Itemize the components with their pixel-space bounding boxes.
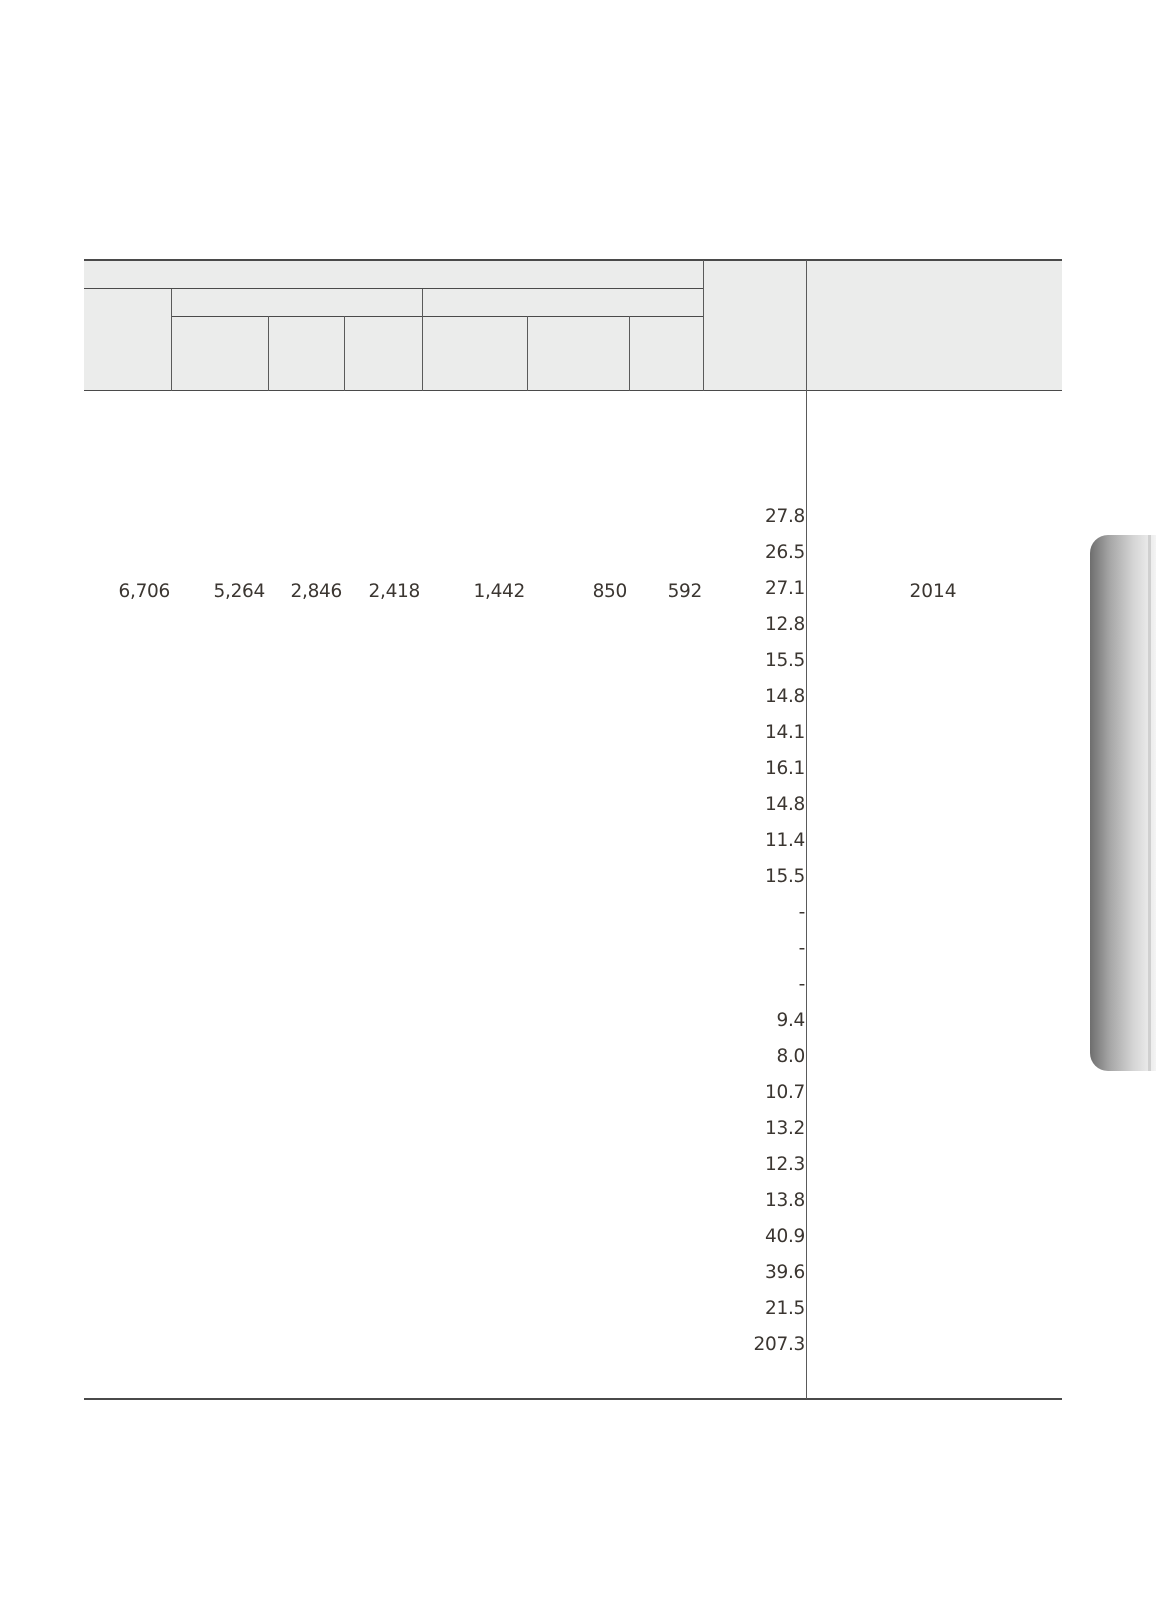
header-divider (422, 289, 423, 391)
chapter-side-tab-edge (1148, 535, 1151, 1071)
cell-value: 2,418 (368, 581, 420, 602)
year-column-divider (806, 260, 807, 1399)
rate-value: 12.8 (765, 614, 805, 635)
rate-value: - (798, 902, 805, 923)
rate-value: 11.4 (765, 830, 805, 851)
header-bottom-rule (84, 390, 1062, 391)
header-divider (703, 260, 704, 391)
table-top-rule (84, 259, 1062, 261)
rate-value: 12.3 (765, 1154, 805, 1175)
cell-value: 5,264 (213, 581, 265, 602)
header-divider (171, 289, 172, 391)
rate-value: 8.0 (776, 1046, 805, 1067)
header-subrule-2 (171, 316, 704, 317)
rate-value: 14.8 (765, 794, 805, 815)
rate-value: 9.4 (776, 1010, 805, 1031)
rate-value: 14.8 (765, 686, 805, 707)
rate-value: 39.6 (765, 1262, 805, 1283)
rate-value: 10.7 (765, 1082, 805, 1103)
rate-value: 15.5 (765, 866, 805, 887)
rate-value: 14.1 (765, 722, 805, 743)
table-bottom-rule (84, 1398, 1062, 1400)
rate-value: 27.1 (765, 578, 805, 599)
header-divider (527, 316, 528, 391)
cell-value: 850 (592, 581, 627, 602)
rate-value: 13.2 (765, 1118, 805, 1139)
header-divider (629, 316, 630, 391)
rate-value: 21.5 (765, 1298, 805, 1319)
chapter-side-tab (1090, 535, 1156, 1071)
header-subrule-1 (84, 288, 704, 289)
rate-value: 207.3 (753, 1334, 805, 1355)
header-divider (268, 316, 269, 391)
year-cell: 2014 (909, 581, 957, 602)
rate-value: 16.1 (765, 758, 805, 779)
cell-value: 2,846 (290, 581, 342, 602)
rate-value: 40.9 (765, 1226, 805, 1247)
rate-value: 26.5 (765, 542, 805, 563)
cell-value: 6,706 (118, 581, 170, 602)
rate-value: - (798, 938, 805, 959)
cell-value: 592 (667, 581, 702, 602)
rate-column (735, 506, 805, 1370)
cell-value: 1,442 (473, 581, 525, 602)
rate-value: - (798, 974, 805, 995)
rate-value: 15.5 (765, 650, 805, 671)
rate-value: 27.8 (765, 506, 805, 527)
header-divider (344, 316, 345, 391)
rate-value: 13.8 (765, 1190, 805, 1211)
table-header (84, 260, 1062, 391)
